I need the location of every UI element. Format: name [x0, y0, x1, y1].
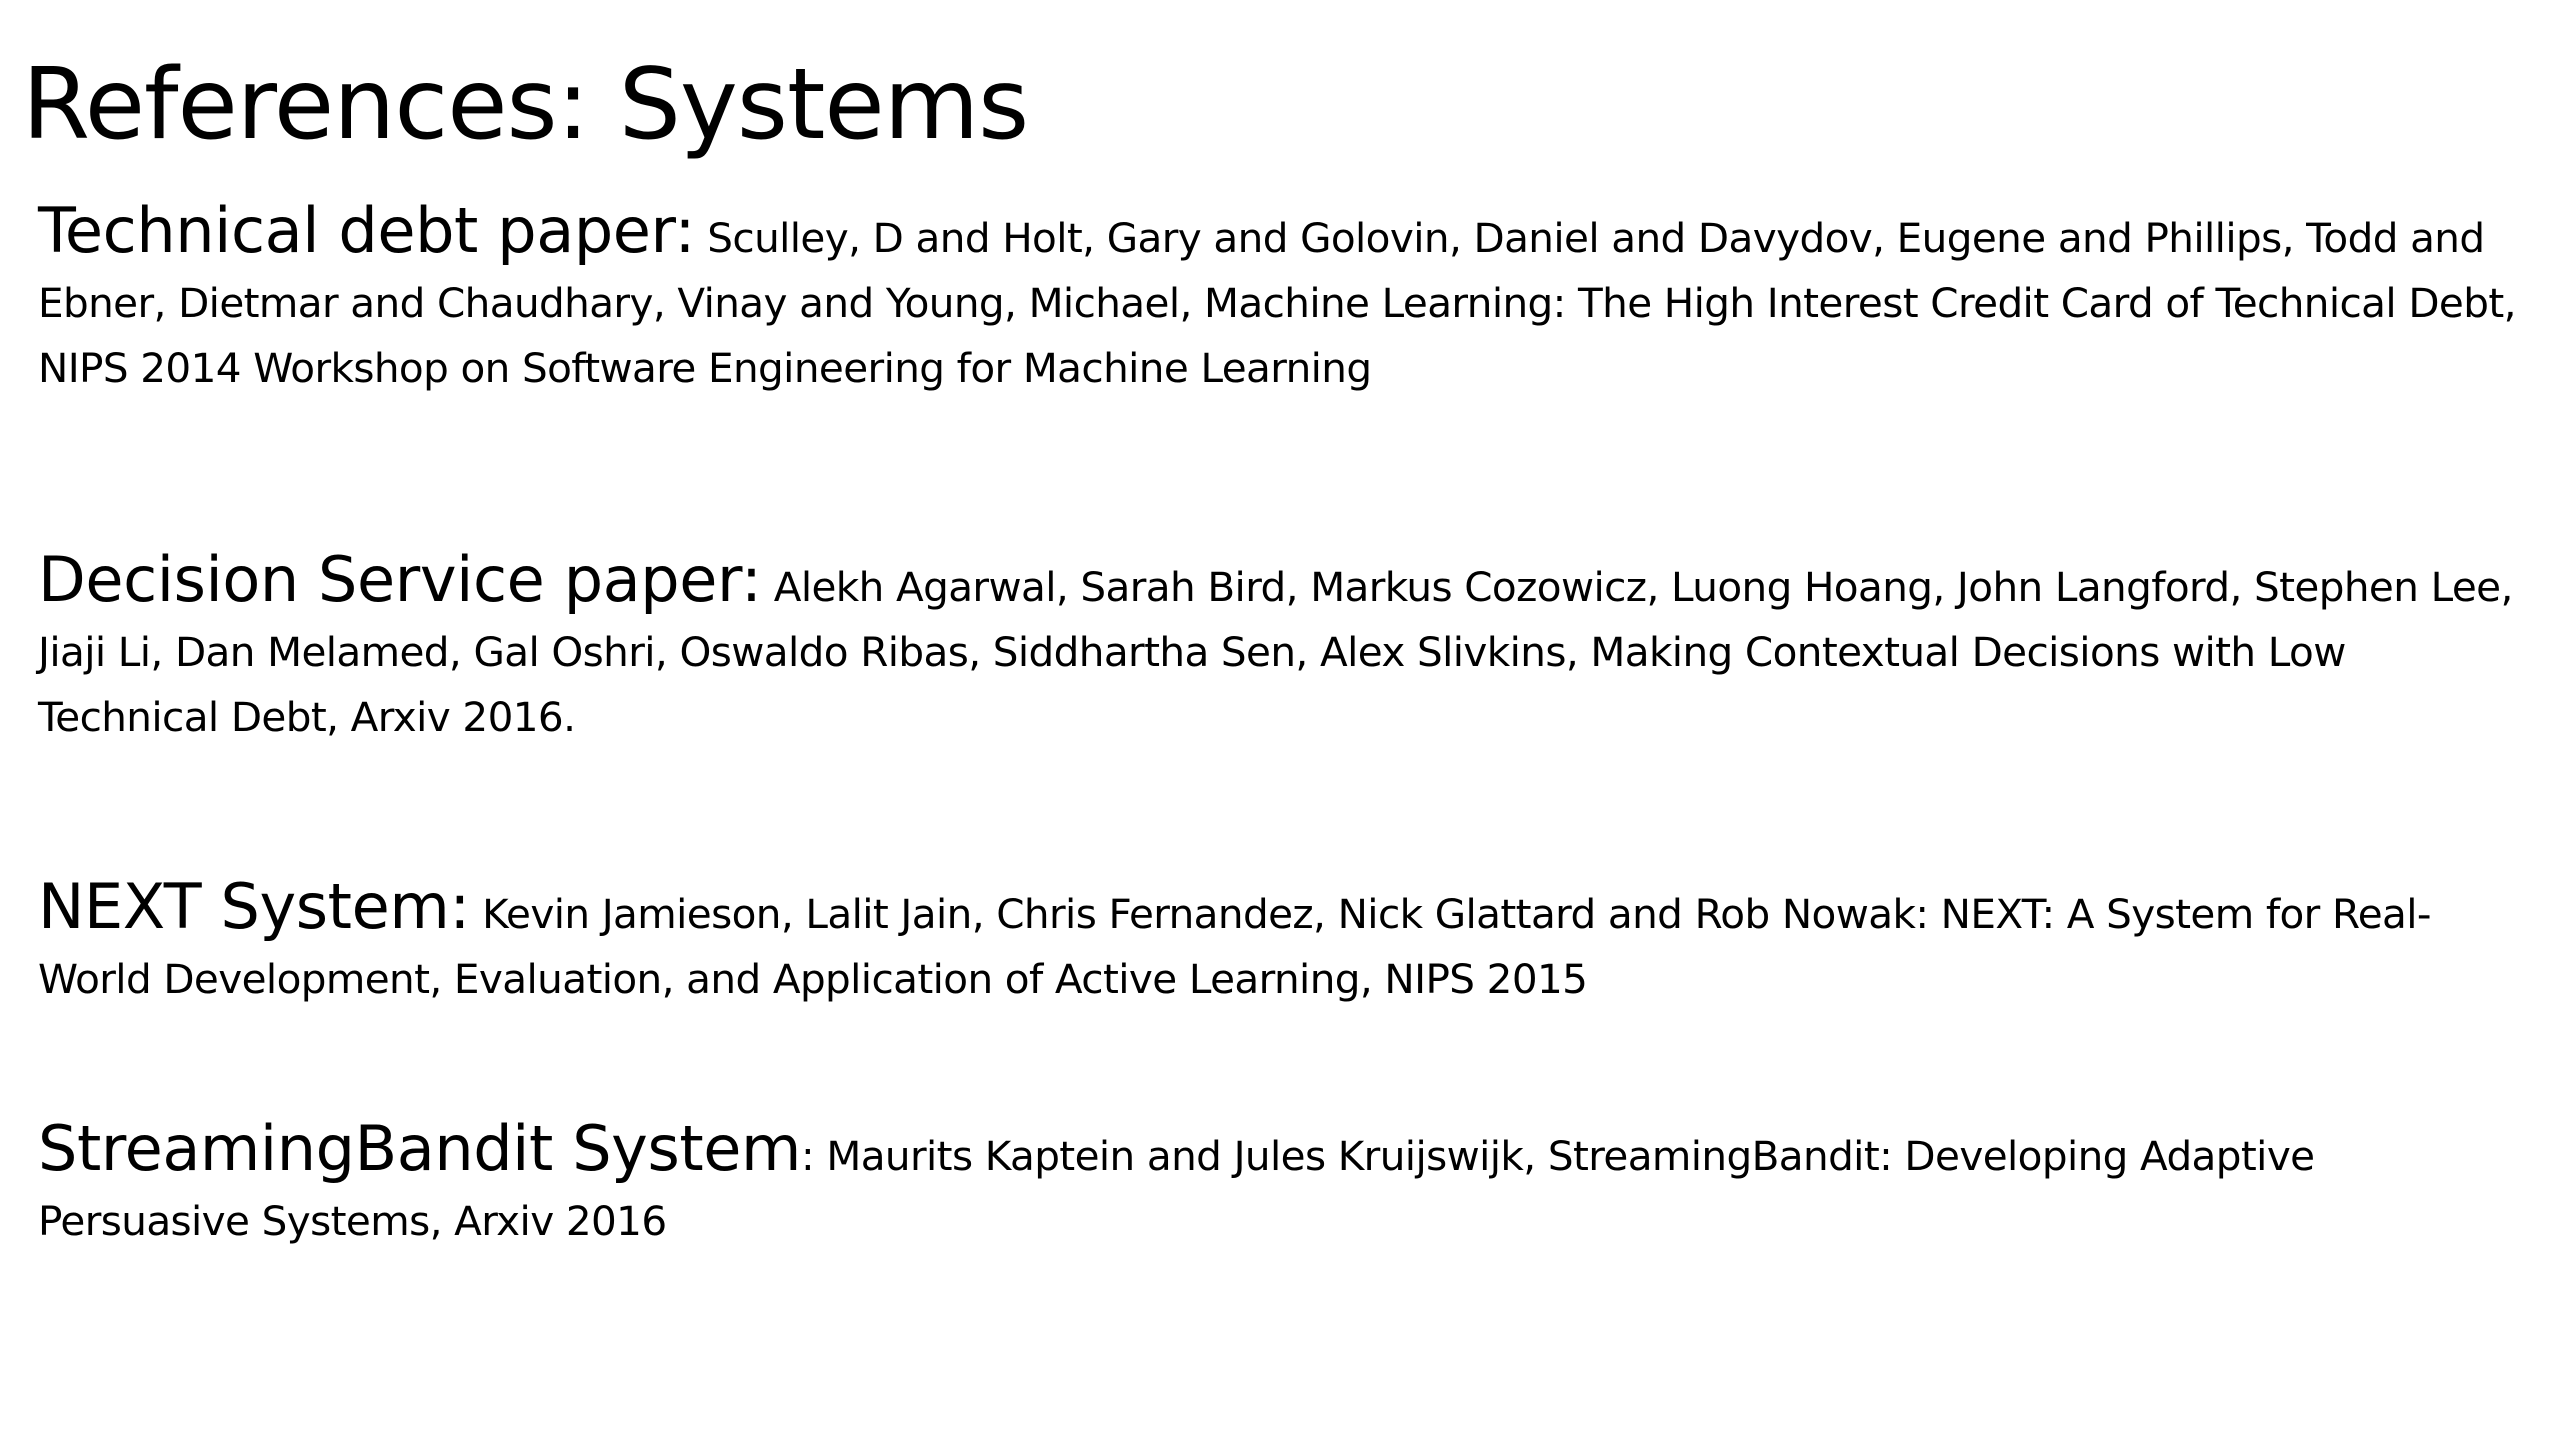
reference-streamingbandit [38, 1112, 2538, 1254]
reference-citation: Sculley, D and Holt, Gary and Golovin, Daniel and Davydov, Eugene and Phillips, Todd and Ebner, Dietmar and Chaudhary, Vinay and Young, Michael, Machine Learning: The High Interest Credit Card of Technical Debt, NIPS 2014 Workshop on Software Engineering for Machine Learning [38, 214, 2516, 392]
reference-decision-service [38, 543, 2538, 750]
reference-label: Decision Service paper: [38, 543, 762, 616]
reference-citation: Alekh Agarwal, Sarah Bird, Markus Cozowicz, Luong Hoang, John Langford, Stephen Lee, Jiaji Li, Dan Melamed, Gal Oshri, Oswaldo Ribas, Siddhartha Sen, Alex Slivkins, Making Contextual Decisions with Low Technical Debt, Arxiv 2016. [38, 563, 2513, 741]
reference-citation: : Maurits Kaptein and Jules Kruijswijk, StreamingBandit: Developing Adaptive Persuasive Systems, Arxiv 2016 [38, 1132, 2315, 1245]
reference-label: StreamingBandit System [38, 1112, 802, 1185]
reference-label: NEXT System: [38, 870, 470, 943]
reference-citation: Kevin Jamieson, Lalit Jain, Chris Fernandez, Nick Glattard and Rob Nowak: NEXT: A System for Real-World Development, Evaluation, and Application of Active Learning, NIPS 2015 [38, 890, 2431, 1003]
reference-next-system [38, 870, 2538, 1012]
reference-technical-debt [38, 194, 2538, 401]
slide-title: References: Systems [22, 48, 1029, 162]
reference-label: Technical debt paper: [38, 194, 696, 267]
